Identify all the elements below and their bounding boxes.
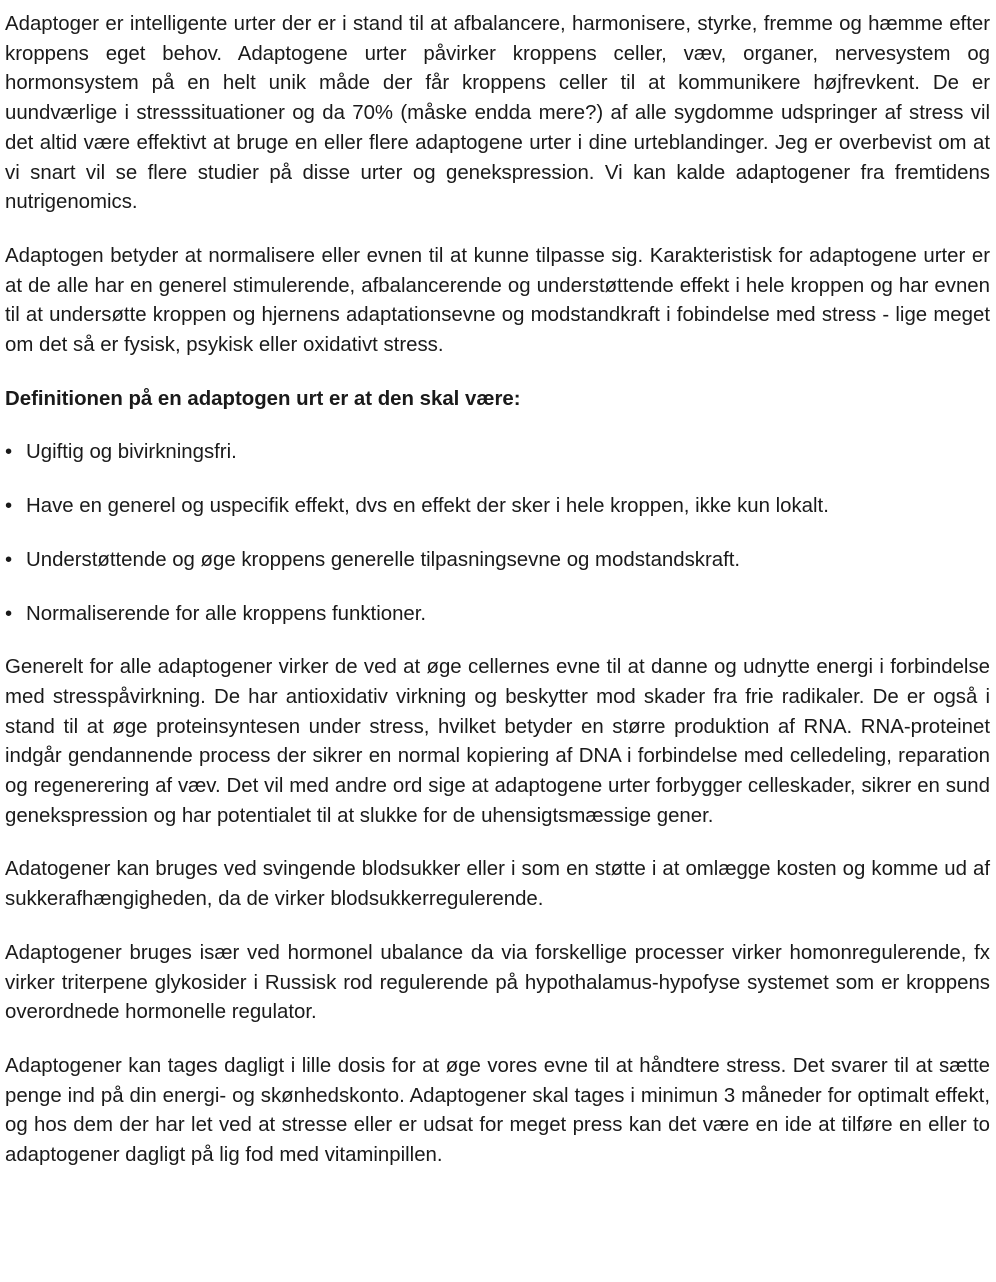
list-item [5,546,990,576]
document-body [5,10,990,1171]
paragraph-hormones: Adaptogener bruges især ved hormonel ubalance da via forskellige processer virker homonregulerende, fx virker triterpene glykosider i Russisk rod regulerende på hypothalamus-hypofyse systemet som er kroppens overordnede hormonelle regulator. [5,941,990,1024]
definition-heading: Definitionen på en adaptogen urt er at den skal være: [5,387,521,410]
paragraph-definition-meaning: Adaptogen betyder at normalisere eller evnen til at kunne tilpasse sig. Karakteristisk for adaptogene urter er at de alle har en generel stimulerende, afbalancerende og understøttende effekt i hele kroppen og har evnen til at undersøtte kroppen og hjernens adaptationsevne og modstandkraft i fobindelse med stress - lige meget om det så er fysisk, psykisk eller oxidativt stress. [5,244,990,357]
criteria-list [5,438,990,629]
bullet-icon: • [5,602,13,625]
list-item-text: Ugiftig og bivirkningsfri. [26,441,237,464]
paragraph-blood-sugar: Adatogener kan bruges ved svingende blodsukker eller i som en støtte i at omlægge kosten og komme ud af sukkerafhængigheden, da de virker blodsukkerregulerende. [5,858,990,911]
list-item-text: Normaliserende for alle kroppens funktioner. [26,602,427,625]
paragraph-general-effect: Generelt for alle adaptogener virker de ved at øge cellernes evne til at danne og udnytte energi i forbindelse med stresspåvirkning. De har antioxidativ virkning og beskytter mod skader fra frie radikaler. De er også i stand til at øge proteinsyntesen under stress, hvilket betyder en større produktion af RNA. RNA-proteinet indgår gendannende process der sikrer en normal kopiering af DNA i forbindelse med celledeling, reparation og regenerering af væv. Det vil med andre ord sige at adaptogene urter forbygger celleskader, sikrer en sund genekspression og har potentialet til at slukke for de uhensigtsmæssige gener. [5,656,990,827]
bullet-icon: • [5,441,13,464]
paragraph-daily-use: Adaptogener kan tages dagligt i lille dosis for at øge vores evne til at håndtere stress. Det svarer til at sætte penge ind på din energi- og skønhedskonto. Adaptogener skal tages i minimun 3 måneder for optimalt effekt, og hos dem der har let ved at stresse eller er udsat for meget press kan det være en ide at tilføre en eller to adaptogener dagligt på lig fod med vitaminpillen. [5,1054,990,1167]
list-item [5,438,990,468]
paragraph-intro: Adaptoger er intelligente urter der er i stand til at afbalancere, harmonisere, styrke, fremme og hæmme efter kroppens eget behov. Adaptogene urter påvirker kroppens celler, væv, organer, nervesystem og hormonsystem på en helt unik måde der får kroppens celler til at kommunikere højfrevkent. De er uundværlige i stresssituationer og da 70% (måske endda mere?) af alle sygdomme udspringer af stress vil det altid være effektivt at bruge en eller flere adaptogene urter i dine urteblandinger. Jeg er overbevist om at vi snart vil se flere studier på disse urter og genekspression. Vi kan kalde adaptogener fra fremtidens nutrigenomics. [5,13,990,214]
list-item [5,492,990,522]
list-item-text: Understøttende og øge kroppens generelle tilpasningsevne og modstandskraft. [26,548,741,571]
bullet-icon: • [5,495,13,518]
list-item-text: Have en generel og uspecifik effekt, dvs en effekt der sker i hele kroppen, ikke kun lokalt. [26,495,829,518]
list-item [5,600,990,630]
bullet-icon: • [5,548,13,571]
